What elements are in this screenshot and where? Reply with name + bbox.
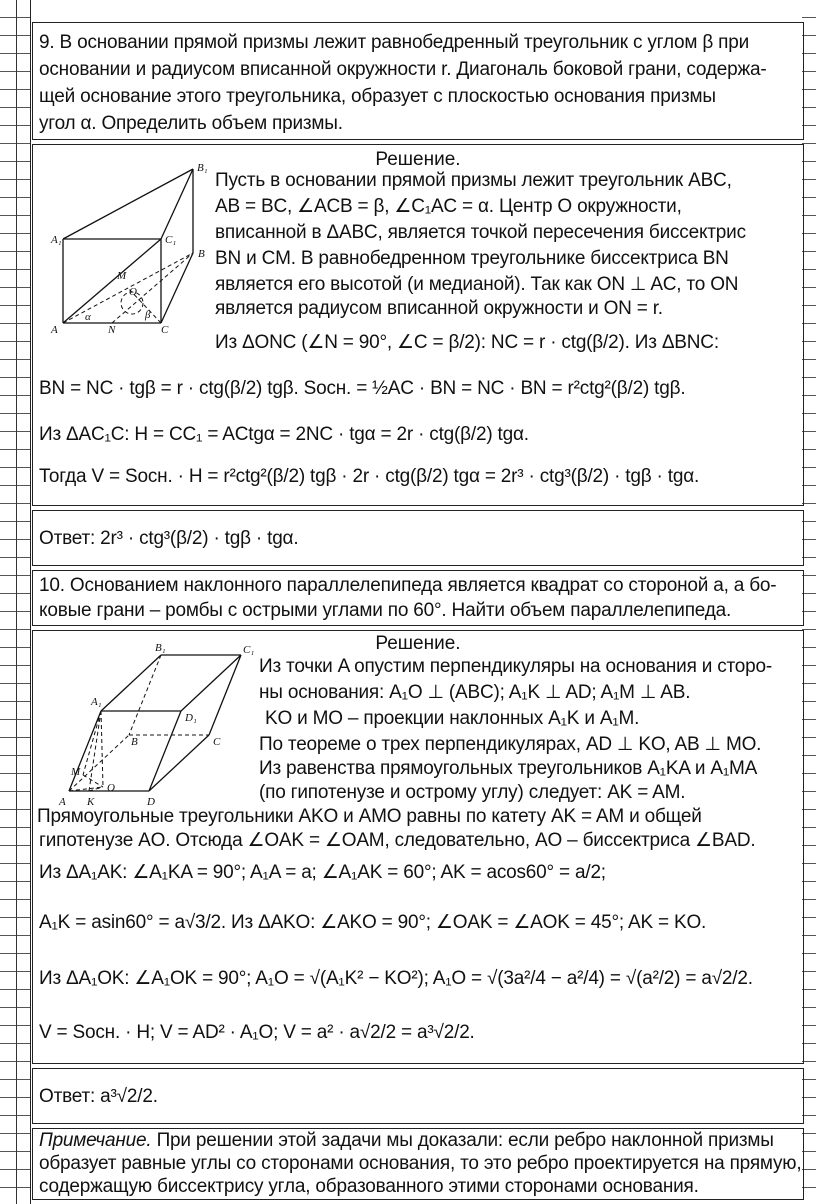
fig10-label-m: M [71, 766, 81, 778]
fig9-label-c: C [161, 324, 169, 333]
solution-line: Из точки A опустим перпендикуляры на основания и сторо- [259, 656, 773, 677]
solution-heading: Решение. [375, 633, 461, 654]
solution-heading: Решение. [375, 149, 461, 170]
problem-10-solution-box [32, 630, 804, 1064]
answer-line: Ответ: 2r³ · ctg³(β/2) · tgβ · tgα. [39, 528, 299, 549]
solution-line: BN = NC · tgβ = r · ctg(β/2) tgβ. Sосн. = ½AC · BN = NC · BN = r²ctg²(β/2) tgβ. [39, 378, 686, 399]
fig9-label-alpha: α [85, 311, 91, 323]
problem-9-statement-line: угол α. Определить объем призмы. [39, 113, 343, 134]
solution-line: Из равенства прямоугольных треугольников A₁KA и A₁MA [259, 758, 758, 779]
fig9-label-m: M [117, 270, 127, 282]
fig10-label-o: O [107, 782, 115, 794]
note-line: При решении этой задачи мы доказали: если ребро наклонной призмы [156, 1130, 774, 1151]
fig10-label-a1: A₁ [91, 696, 102, 708]
prism-figure [37, 163, 217, 333]
note-line: образует равные углы со сторонами основания, то это ребро проектируется на прямую, [39, 1153, 802, 1174]
fig9-label-beta: β [145, 309, 151, 321]
problem-9-statement-line: щей основание этого треугольника, образует с плоскостью основания призмы [39, 86, 716, 107]
fig10-label-a: A [59, 796, 66, 808]
fig9-label-b1: B₁ [197, 163, 208, 174]
problem-9-answer-box [32, 510, 804, 566]
fig9-label-c1: C₁ [165, 234, 177, 246]
parallelepiped-figure [37, 641, 267, 811]
problem-10-statement-box [32, 570, 804, 626]
solution-line: A₁K = asin60° = a√3/2. Из ΔAKO: ∠AKO = 90°; ∠OAK = ∠AOK = 45°; AK = KO. [39, 912, 707, 933]
fig10-label-b: B [131, 736, 138, 748]
solution-line: Прямоугольные треугольники AKO и AMO равны по катету AK = AM и общей [37, 806, 702, 827]
solution-line: AB = BC, ∠ACB = β, ∠C₁AC = α. Центр O окружности, [215, 196, 682, 217]
fig9-label-a: A [51, 324, 58, 333]
problem-10-statement-line: 10. Основанием наклонного параллелепипеда является квадрат со стороной a, а бо- [39, 575, 777, 596]
note-label: Примечание. [39, 1130, 152, 1151]
solution-line: BN и CM. В равнобедренном треугольнике биссектриса BN [215, 248, 729, 269]
fig10-label-d1: D₁ [185, 712, 197, 724]
solution-line: Из ΔAC₁C: H = CC₁ = ACtgα = 2NC · tgα = 2r · ctg(β/2) tgα. [39, 424, 529, 445]
fig10-label-d: D [147, 796, 155, 808]
solution-line: Из ΔONC (∠N = 90°, ∠C = β/2): NC = r · ctg(β/2). Из ΔBNC: [215, 332, 719, 353]
solution-line: V = Sосн. · H; V = AD² · A₁O; V = a² · a√2/2 = a³√2/2. [39, 1022, 475, 1043]
problem-9-statement-box [32, 22, 804, 140]
solution-line: KO и MO – проекции наклонных A₁K и A₁M. [265, 708, 640, 729]
solution-line: Тогда V = Sосн. · H = r²ctg²(β/2) tgβ · 2r · ctg(β/2) tgα = 2r³ · ctg³(β/2) · tgβ · tgα. [39, 466, 700, 487]
answer-line: Ответ: a³√2/2. [39, 1086, 158, 1107]
right-margin-ruler [802, 0, 816, 1204]
solution-line: По теореме о трех перпендикулярах, AD ⊥ KO, AB ⊥ MO. [259, 734, 762, 755]
solution-line: (по гипотенузе и острому углу) следует: AK = AM. [259, 782, 686, 803]
note-line: содержащую биссектрису угла, образованного этими сторонами основания. [39, 1176, 699, 1197]
fig9-label-o: O [129, 286, 137, 298]
solution-line: является радиусом вписанной окружности и ON = r. [215, 298, 663, 319]
fig9-label-b: B [198, 248, 205, 260]
problem-9-statement-line: основании и радиусом вписанной окружности r. Диагональ боковой грани, содержа- [39, 59, 767, 80]
problem-9-solution-box [32, 144, 804, 506]
problem-10-answer-box [32, 1068, 804, 1124]
solution-line: Пусть в основании прямой призмы лежит треугольник ABC, [215, 170, 732, 191]
note-box [32, 1128, 804, 1200]
problem-10-statement-line: ковые грани – ромбы с острыми углами по 60°. Найти объем параллелепипеда. [39, 600, 732, 621]
document-page [32, 0, 804, 1204]
solution-line: Из ΔA₁AK: ∠A₁KA = 90°; A₁A = a; ∠A₁AK = 60°; AK = acos60° = a/2; [39, 862, 606, 883]
fig9-label-n: N [108, 324, 116, 333]
solution-line: ны основания: A₁O ⊥ (ABC); A₁K ⊥ AD; A₁M ⊥ AB. [259, 682, 691, 703]
solution-line: гипотенузе AO. Отсюда ∠OAK = ∠OAM, следовательно, AO – биссектриса ∠BAD. [39, 830, 756, 851]
fig10-label-c1: C₁ [243, 644, 255, 656]
margin-line [16, 0, 17, 1204]
solution-line: Из ΔA₁OK: ∠A₁OK = 90°; A₁O = √(A₁K² − KO²); A₁O = √(3a²/4 − a²/4) = √(a²/2) = a√2/2. [39, 968, 753, 989]
problem-9-statement-line: 9. В основании прямой призмы лежит равнобедренный треугольник с углом β при [39, 32, 750, 53]
solution-line: вписанной в ΔABC, является точкой пересечения биссектрис [215, 222, 746, 243]
fig10-label-k: K [87, 796, 95, 808]
fig10-label-c: C [213, 736, 221, 748]
fig9-label-a1: A₁ [51, 234, 62, 246]
solution-line: является его высотой (и медианой). Так как ON ⊥ AC, то ON [215, 274, 739, 295]
fig10-label-b1: B₁ [155, 642, 166, 654]
